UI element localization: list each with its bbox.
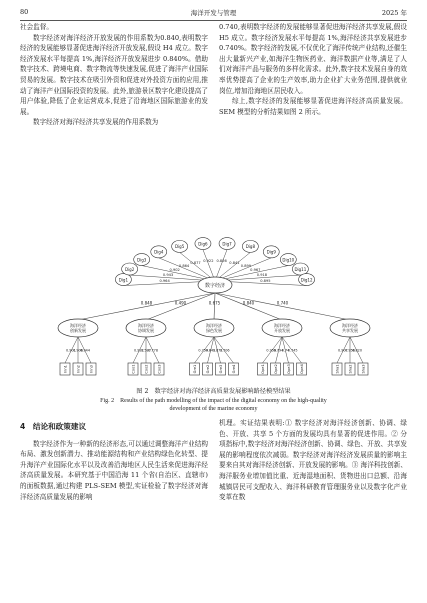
outcome-node-label: 绿色发展 bbox=[206, 327, 222, 333]
path-coefficient-label: 0.740 bbox=[276, 300, 289, 306]
root-node-label: 数字经济 bbox=[204, 283, 226, 289]
caption-en-line2: development of the marine economy bbox=[169, 406, 258, 412]
indicator-loading-label: 0.794 bbox=[273, 348, 284, 353]
indicator-loading-label: 0.922 bbox=[133, 348, 144, 353]
structural-path-line bbox=[214, 293, 215, 320]
paragraph: 数字经济作为一种新的经济形态,可以通过调整海洋产业结构布局、激发创新潜力、推动能源结构和产业结构绿色化转型、提升海洋产业国际化水平以及改善沿海地区人民生活来促进海洋经济高质量发展。本研究基于中国沿海 11 个省(自治区、直辖市)的面板数据,通过构建 PLS-SEM 模型,实证检验了数字经济对海洋经济高质量发展的影响 bbox=[20, 439, 208, 501]
indicator-loading-label: 0.820 bbox=[352, 348, 363, 353]
input-indicator-label: Dig6 bbox=[198, 241, 208, 247]
indicator-label: Inn2 bbox=[76, 365, 81, 373]
indicator-label: Coo2 bbox=[144, 364, 149, 374]
indicator-label: Ope1 bbox=[260, 364, 265, 374]
input-loading-label: 0.841 bbox=[229, 260, 240, 265]
outcome-node-label: 海洋经济 bbox=[138, 322, 154, 328]
indicator-label: Coo3 bbox=[157, 364, 162, 374]
indicator-label: Gre3 bbox=[218, 364, 223, 374]
input-loading-label: 0.967 bbox=[250, 268, 261, 273]
outcome-node-label: 协调发展 bbox=[138, 327, 154, 333]
input-loading-label: 0.856 bbox=[216, 259, 227, 264]
path-coefficient-label: 0.675 bbox=[208, 300, 221, 306]
input-indicator-label: Dig5 bbox=[174, 244, 185, 250]
outcome-node-label: 海洋经济 bbox=[70, 322, 86, 328]
input-indicator-label: Dig1 bbox=[118, 277, 129, 283]
outcome-node-label: 海洋经济 bbox=[342, 322, 358, 328]
path-coefficient-label: 0.840 bbox=[242, 300, 255, 306]
path-coefficient-label: 0.490 bbox=[174, 300, 187, 306]
indicator-loading-label: 0.74 bbox=[281, 348, 290, 353]
outcome-node-label: 开放发展 bbox=[274, 327, 290, 333]
indicator-label: Ope2 bbox=[273, 364, 278, 374]
sem-path-diagram bbox=[40, 233, 390, 383]
structural-path-line bbox=[215, 293, 282, 320]
input-loading-label: 0.964 bbox=[159, 278, 170, 283]
indicator-loading-label: 0.706 bbox=[219, 348, 230, 353]
figure-caption bbox=[20, 388, 407, 414]
right-column-bottom bbox=[219, 418, 407, 503]
input-indicator-label: Dig7 bbox=[222, 241, 232, 247]
input-indicator-label: Dig9 bbox=[266, 249, 276, 255]
paragraph: 社会监督。 bbox=[20, 23, 53, 31]
input-indicator-label: Dig10 bbox=[282, 257, 295, 263]
outcome-node-label: 海洋经济 bbox=[274, 322, 290, 328]
input-loading-label: 0.902 bbox=[169, 268, 180, 273]
caption-zh: 图 2 数字经济对海洋经济高质量发展影响路径模型结果 bbox=[136, 388, 291, 395]
input-indicator-label: Dig3 bbox=[137, 257, 147, 263]
input-loading-label: 0.899 bbox=[240, 263, 252, 268]
caption-en-line1: Fig. 2 Results of the path modelling of the impact of the digital economy on the high-quality bbox=[100, 397, 327, 404]
paragraph: 机理。实证结果表明:① 数字经济对海洋经济创新、协调、绿色、开放、共享 5 个方面的发展均具有显著的促进作用。② 分项指标中,数字经济对海洋经济创新、协调、绿色、开放、共享发展的影响程度依次减弱。数字经济对海洋经济发展质量的影响主要来自其对海洋经济创新、开放发展的影响。③ 海洋科技创新、海洋服务业增加值比重、近海湿地面积、货物进出口总额、沿海城镇居民可支配收入、海洋科研教育管理服务业以及数字化产业变革在数 bbox=[219, 419, 407, 502]
publication-year: 2025 年 bbox=[381, 9, 407, 17]
indicator-label: Sha2 bbox=[348, 364, 353, 374]
input-indicator-label: Dig11 bbox=[294, 266, 307, 272]
input-indicator-label: Dig12 bbox=[300, 277, 313, 283]
input-indicator-label: Dig2 bbox=[124, 266, 135, 272]
indicator-label: Gre2 bbox=[205, 364, 210, 374]
indicator-label: Inn1 bbox=[63, 365, 68, 373]
paragraph: 数字经济对海洋经济开放发展的作用系数为0.840,表明数字经济的发展能够显著促进海洋经济开放发展,假设 H4 成立。数字经济发展水平每提高 1%,海洋经济开放发展进步 0.840%。借助数字技术、跨境电商、数字物流等快速发展,促进了海洋产业国际贸易的发展。数字技术在吸引外资和促进对外投资方面的应用,推动了海洋产业国际投资的发展。此外,旅游景区数字化建设提高了用户体验,降低了企业运营成本,促进了沿海地区国际旅游业的发展。 bbox=[20, 33, 208, 116]
indicator-loading-label: 0.841 bbox=[205, 348, 216, 353]
input-loading-label: 0.877 bbox=[190, 260, 201, 265]
input-loading-label: 0.864 bbox=[178, 263, 190, 268]
indicator-label: Ope4 bbox=[299, 364, 304, 374]
outcome-node-label: 海洋经济 bbox=[206, 322, 222, 328]
left-column-bottom bbox=[20, 418, 208, 502]
input-loading-label: 0.895 bbox=[260, 278, 271, 283]
path-coefficient-label: 0.848 bbox=[140, 300, 153, 306]
input-loading-label: 0.918 bbox=[256, 273, 268, 278]
input-indicator-label: Dig4 bbox=[154, 249, 164, 255]
page-number: 80 bbox=[20, 8, 29, 16]
left-column-top bbox=[20, 22, 208, 128]
indicator-label: Coo1 bbox=[131, 364, 136, 374]
running-header bbox=[20, 6, 407, 21]
section-heading: 4 结论和政策建议 bbox=[20, 422, 87, 431]
indicator-label: Sha3 bbox=[361, 364, 366, 374]
structural-path-line bbox=[78, 293, 215, 320]
paragraph: 综上,数字经济的发展能够显著促进海洋经济高质量发展。SEM 模型的分析结果如图 2 所示。 bbox=[219, 97, 407, 116]
input-loading-label: 0.922 bbox=[203, 259, 214, 264]
indicator-loading-label: 0.587 bbox=[141, 348, 151, 353]
outcome-node-label: 创新发展 bbox=[70, 327, 86, 333]
journal-name: 海洋开发与管理 bbox=[190, 9, 237, 17]
input-indicator-label: Dig8 bbox=[245, 244, 256, 250]
sem-diagram-svg bbox=[40, 233, 390, 383]
indicator-loading-label: 0.906 bbox=[73, 348, 83, 353]
paragraph: 数字经济对海洋经济共享发展的作用系数为 bbox=[33, 118, 159, 127]
indicator-loading-label: 0.944 bbox=[80, 348, 91, 353]
indicator-label: Gre1 bbox=[192, 364, 197, 374]
indicator-loading-label: 0.956 bbox=[266, 348, 277, 353]
right-column-top bbox=[219, 22, 407, 117]
indicator-loading-label: 0.745 bbox=[287, 348, 298, 353]
structural-path-line bbox=[146, 293, 215, 320]
outcome-node-label: 共享发展 bbox=[342, 327, 358, 333]
indicator-loading-label: 0.872 bbox=[212, 348, 223, 353]
indicator-label: Inn3 bbox=[89, 365, 94, 373]
structural-path-line bbox=[215, 293, 350, 320]
indicator-loading-label: 0.754 bbox=[198, 348, 209, 353]
indicator-loading-label: 0.778 bbox=[148, 348, 159, 353]
input-loading-label: 0.943 bbox=[162, 273, 174, 278]
paragraph: 0.740,表明数字经济的发展能够显著促进海洋经济共享发展,假设 H5 成立。数字经济发展水平每提高 1%,海洋经济共享发展进步 0.740%。数字经济的发展,不仅优化了海洋传统产业结构,还催生出大量新兴产业,如海洋生物医药业、海洋数据产业等,满足了人们对海洋产品与服务的多样化需求。此外,数字技术发展自身的效率优势提高了企业的生产效率,助力企业扩大业务范围,提供就业岗位,增加沿海地区居民收入。 bbox=[219, 23, 407, 95]
indicator-label: Ope3 bbox=[286, 364, 291, 374]
indicator-loading-label: 0.956 bbox=[345, 348, 355, 353]
indicator-loading-label: 0.907 bbox=[337, 348, 348, 353]
indicator-label: Sha1 bbox=[335, 364, 340, 374]
indicator-label: Gre4 bbox=[231, 364, 236, 374]
indicator-loading-label: 0.901 bbox=[65, 348, 76, 353]
